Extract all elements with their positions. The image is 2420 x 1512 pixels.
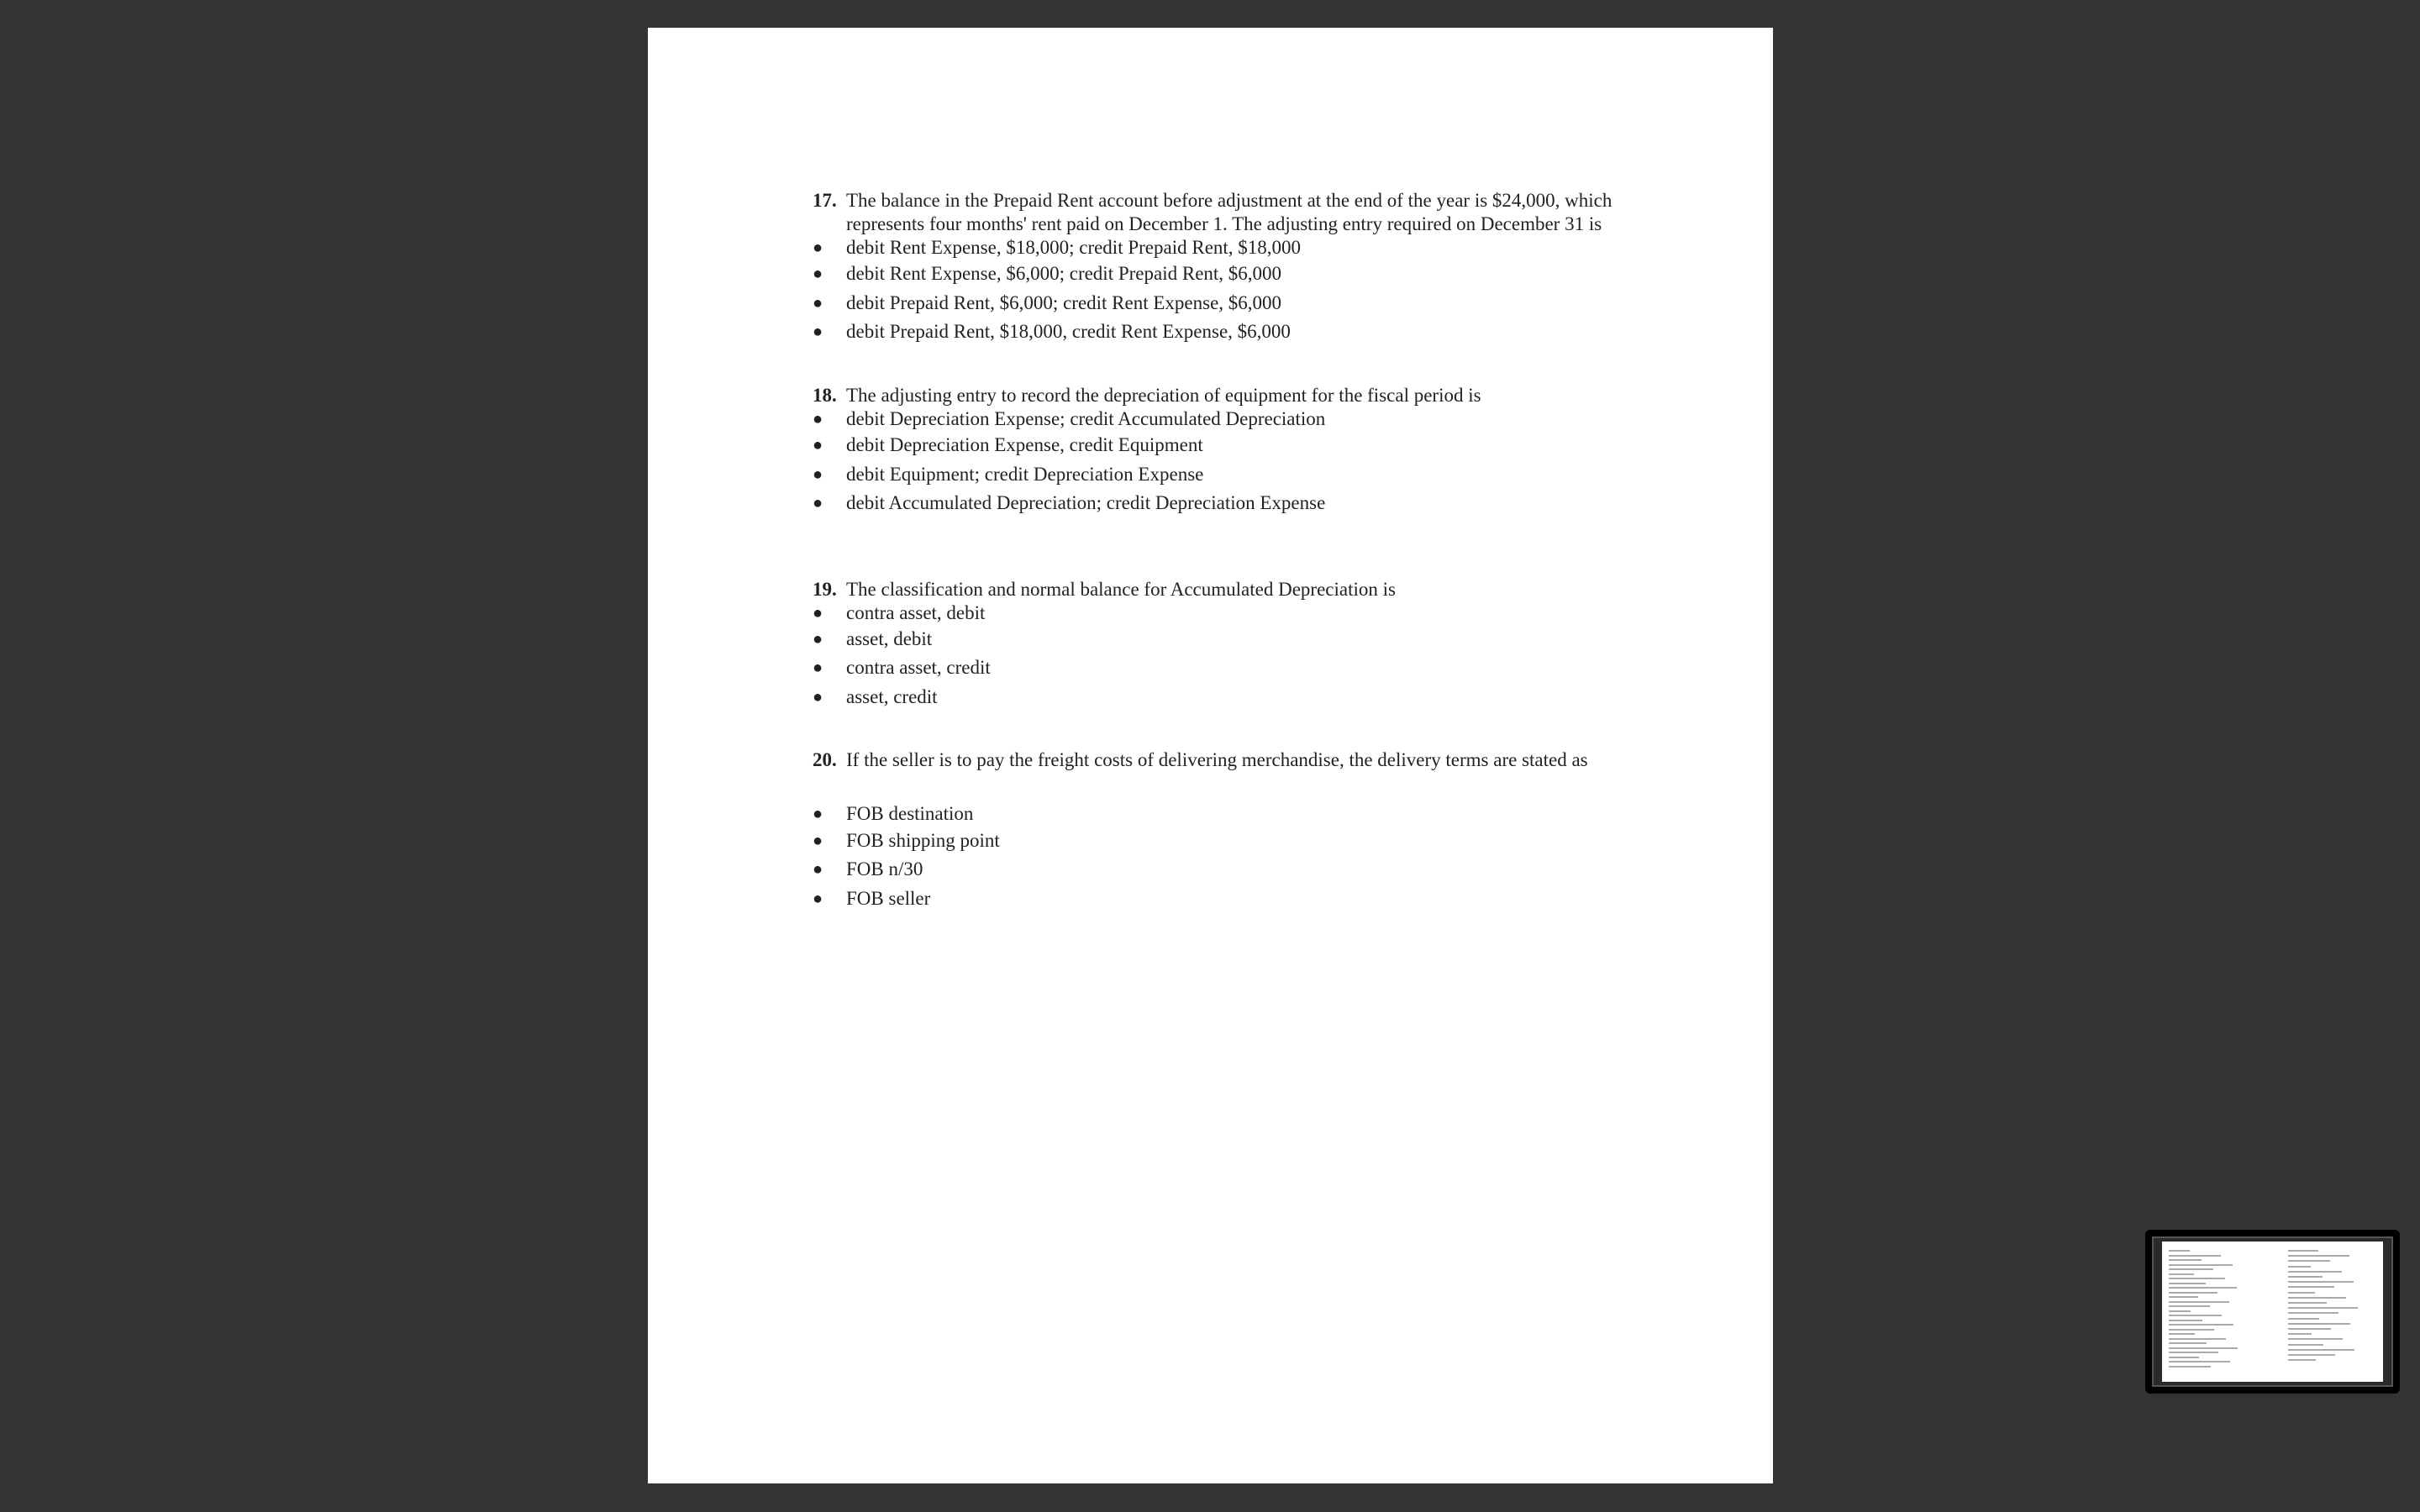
bullet-icon: ● — [813, 323, 823, 342]
answer-option — [813, 625, 1653, 654]
option-text: FOB seller — [846, 887, 931, 909]
thumbnail-text-line — [2288, 1338, 2343, 1340]
answer-options — [813, 802, 1653, 913]
question-17 — [813, 189, 1653, 347]
thumbnail-text-line — [2288, 1271, 2342, 1273]
answer-option — [813, 601, 1653, 625]
thumbnail-text-line — [2169, 1255, 2221, 1257]
thumbnail-text-line — [2288, 1318, 2319, 1320]
thumbnail-text-line — [2169, 1301, 2229, 1303]
thumbnail-text-line — [2169, 1268, 2213, 1270]
thumbnail-text-line — [2169, 1287, 2237, 1289]
thumbnail-text-line — [2169, 1250, 2190, 1252]
thumbnail-text-line — [2169, 1357, 2199, 1358]
question-text: If the seller is to pay the freight costs of delivering merchandise, the delivery terms are stated as — [846, 749, 1588, 771]
answer-option — [813, 885, 1653, 914]
thumbnail-text-line — [2169, 1347, 2238, 1349]
bullet-icon: ● — [813, 436, 823, 455]
question-18 — [813, 384, 1653, 518]
bullet-icon: ● — [813, 265, 823, 284]
thumbnail-text-line — [2288, 1359, 2316, 1361]
answer-option — [813, 260, 1653, 289]
answer-option — [813, 459, 1653, 489]
question-number: 17. — [813, 190, 837, 211]
thumbnail-text-line — [2169, 1361, 2230, 1362]
answer-options — [813, 601, 1653, 712]
question-number: 18. — [813, 384, 837, 406]
bullet-icon: ● — [813, 494, 823, 513]
bullet-icon: ● — [813, 860, 823, 879]
answer-option — [813, 431, 1653, 460]
thumbnail-text-line — [2169, 1333, 2195, 1335]
option-text: debit Prepaid Rent, $6,000; credit Rent Expense, $6,000 — [846, 291, 1282, 313]
question-number: 20. — [813, 749, 837, 771]
answer-option — [813, 289, 1653, 318]
thumbnail-text-line — [2288, 1302, 2327, 1304]
thumbnail-text-line — [2288, 1260, 2330, 1262]
thumbnail-text-line — [2169, 1320, 2202, 1321]
thumbnail-text-line — [2288, 1328, 2331, 1330]
answer-option — [813, 489, 1653, 518]
option-text: debit Depreciation Expense, credit Equipment — [846, 434, 1203, 456]
answer-option — [813, 318, 1653, 347]
page-content — [813, 160, 1653, 913]
answer-option — [813, 236, 1653, 260]
option-text: debit Prepaid Rent, $18,000, credit Rent Expense, $6,000 — [846, 321, 1291, 343]
thumbnail-text-line — [2288, 1312, 2338, 1314]
thumbnail-text-line — [2169, 1283, 2206, 1284]
question-number: 19. — [813, 578, 837, 600]
option-text: asset, debit — [846, 627, 933, 649]
option-text: FOB destination — [846, 803, 974, 825]
thumbnail-text-line — [2288, 1292, 2315, 1294]
thumbnail-text-line — [2169, 1315, 2222, 1316]
thumbnail-text-line — [2169, 1305, 2210, 1307]
option-text: debit Accumulated Depreciation; credit Depreciation Expense — [846, 492, 1326, 514]
thumbnail-text-line — [2288, 1349, 2354, 1351]
thumbnail-text-line — [2169, 1296, 2198, 1298]
thumbnail-text-line — [2169, 1338, 2226, 1340]
bullet-icon: ● — [813, 688, 823, 707]
thumbnail-text-line — [2169, 1259, 2202, 1261]
thumbnail-text-line — [2288, 1344, 2323, 1346]
thumbnail-text-line — [2288, 1250, 2318, 1252]
bullet-icon: ● — [813, 629, 823, 648]
bullet-icon: ● — [813, 603, 823, 622]
question-text: The classification and normal balance for Accumulated Depreciation is — [846, 578, 1396, 600]
thumbnail-text-line — [2288, 1281, 2354, 1283]
thumbnail-text-line — [2288, 1266, 2311, 1268]
option-text: debit Depreciation Expense; credit Accumulated Depreciation — [846, 407, 1326, 429]
thumbnail-text-line — [2169, 1352, 2218, 1353]
answer-options — [813, 407, 1653, 518]
option-text: debit Rent Expense, $6,000; credit Prepaid Rent, $6,000 — [846, 263, 1282, 285]
thumbnail-text-line — [2288, 1354, 2335, 1356]
thumbnail-text-line — [2169, 1366, 2211, 1368]
thumbnail-text-line — [2169, 1329, 2214, 1331]
bullet-icon: ● — [813, 831, 823, 850]
thumbnail-text-line — [2169, 1310, 2191, 1312]
thumbnail-text-line — [2169, 1324, 2233, 1326]
answer-option — [813, 683, 1653, 712]
question-19 — [813, 578, 1653, 712]
thumbnail-text-line — [2288, 1333, 2312, 1335]
bullet-icon: ● — [813, 239, 823, 257]
thumbnail-text-line — [2288, 1286, 2334, 1288]
option-text: contra asset, credit — [846, 657, 991, 679]
answer-option — [813, 654, 1653, 683]
answer-options — [813, 236, 1653, 347]
thumbnail-text-line — [2288, 1255, 2349, 1257]
bullet-icon: ● — [813, 465, 823, 484]
thumbnail-text-line — [2169, 1273, 2194, 1275]
bullet-icon: ● — [813, 659, 823, 678]
question-text: The adjusting entry to record the depreciation of equipment for the fiscal period is — [846, 384, 1481, 406]
bullet-icon: ● — [813, 805, 823, 824]
thumbnail-text-line — [2288, 1307, 2358, 1309]
answer-option — [813, 855, 1653, 885]
option-text: debit Rent Expense, $18,000; credit Prepaid Rent, $18,000 — [846, 237, 1302, 258]
thumbnail-page — [2162, 1242, 2383, 1382]
answer-option — [813, 802, 1653, 826]
thumbnail-viewport[interactable] — [2152, 1236, 2393, 1387]
bullet-icon: ● — [813, 409, 823, 428]
thumbnail-text-line — [2288, 1276, 2323, 1278]
bullet-icon: ● — [813, 889, 823, 908]
thumbnail-text-line — [2169, 1292, 2217, 1294]
document-page — [648, 28, 1773, 1483]
bullet-icon: ● — [813, 293, 823, 312]
thumbnail-text-line — [2288, 1297, 2346, 1299]
question-20 — [813, 748, 1653, 913]
option-text: FOB n/30 — [846, 858, 923, 880]
option-text: debit Equipment; credit Depreciation Expense — [846, 463, 1204, 485]
answer-option — [813, 826, 1653, 855]
thumbnail-text-line — [2169, 1278, 2225, 1279]
thumbnail-text-line — [2288, 1323, 2350, 1325]
option-text: contra asset, debit — [846, 601, 986, 623]
option-text: asset, credit — [846, 686, 938, 708]
thumbnail-text-line — [2169, 1342, 2207, 1344]
answer-option — [813, 407, 1653, 431]
option-text: FOB shipping point — [846, 829, 1000, 851]
thumbnail-text-line — [2169, 1264, 2233, 1266]
page-thumbnail-navigator[interactable] — [2145, 1230, 2400, 1394]
question-text: The balance in the Prepaid Rent account before adjustment at the end of the year is $24,000, which represents four months' rent paid on December 1. The adjusting entry required on December 31 is — [846, 190, 1612, 234]
